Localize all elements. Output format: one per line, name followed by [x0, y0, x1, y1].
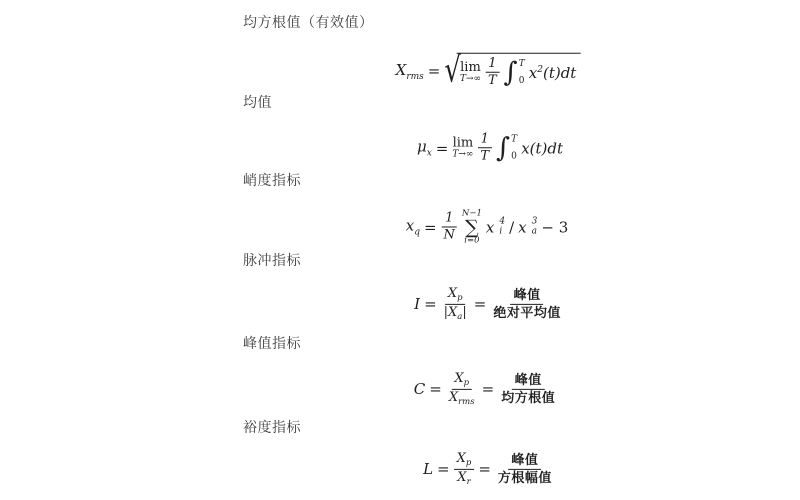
integrand [521, 139, 563, 157]
integrand-tail: (t)dt [542, 63, 577, 82]
integral-lower: 0 [518, 75, 525, 86]
equals-sign: = [437, 460, 450, 478]
formula-crest [414, 371, 558, 407]
integral-upper: T [511, 134, 518, 144]
abs-bar-right: | [462, 304, 467, 320]
formula-kurtosis [406, 209, 569, 244]
denominator: N [443, 227, 455, 243]
abs-bar-left: | [443, 304, 449, 320]
fraction-symbolic [454, 451, 475, 487]
fraction-labels [498, 372, 558, 406]
fraction [477, 131, 492, 165]
term-scripts [499, 217, 505, 237]
lhs-variable [417, 138, 432, 159]
lhs-variable [406, 216, 420, 237]
sqrt-sign: √ [444, 50, 461, 92]
integral-block [504, 58, 525, 88]
heading-impulse: 脉冲指标 [243, 252, 301, 268]
equals-sign: = [481, 380, 495, 398]
integral-limits [518, 58, 525, 88]
numerator [445, 286, 466, 305]
denominator-label: 绝对平均值 [493, 304, 561, 320]
den-base: X [448, 389, 459, 405]
integrand [529, 64, 577, 82]
numerator-label: 峰值 [512, 372, 545, 389]
lhs-variable: L [423, 460, 434, 478]
fraction-symbolic [446, 371, 478, 407]
term-scripts [532, 217, 538, 237]
radicand [457, 53, 580, 90]
numerator-label: 峰值 [508, 452, 541, 469]
heading-clearance: 裕度指标 [243, 419, 301, 435]
var-x: X [395, 60, 407, 79]
sum-upper: N−1 [461, 208, 482, 219]
denominator [454, 470, 473, 488]
formula-impulse [414, 286, 564, 322]
numerator [454, 451, 475, 470]
var-subscript: x [426, 148, 432, 159]
integral-upper: T [518, 58, 525, 69]
fraction-labels [490, 287, 564, 321]
heading-kurtosis: 峭度指标 [243, 172, 301, 188]
lim-under: T→∞ [459, 74, 482, 84]
lim-text: lim [460, 60, 481, 75]
equals-sign: = [473, 295, 487, 313]
minus-three: − 3 [541, 217, 569, 236]
numerator: 1 [442, 210, 456, 227]
numerator [451, 371, 472, 390]
term-exponent: 4 [499, 216, 506, 227]
denominator: T [480, 148, 490, 164]
term-base: x [518, 217, 527, 236]
formula-clearance [423, 451, 555, 487]
num-base: X [454, 370, 464, 386]
integral-sign: ∫ [503, 56, 518, 88]
sum-sign: ∑ [465, 215, 479, 238]
num-subscript: p [465, 457, 472, 468]
var-x: x [405, 216, 415, 235]
integral-sign: ∫ [496, 131, 511, 163]
limit-block [460, 61, 481, 84]
heading-mean: 均值 [243, 94, 272, 110]
var-subscript: q [414, 227, 420, 238]
den-base: X [448, 304, 458, 320]
slash: / [509, 217, 515, 236]
equals-sign: = [427, 62, 441, 80]
lhs-variable [396, 61, 424, 82]
heading-crest: 峰值指标 [243, 335, 301, 351]
lhs-variable: C [413, 380, 426, 398]
numerator-label: 峰值 [511, 287, 544, 304]
denominator-label: 均方根值 [501, 389, 556, 405]
fraction-symbolic [441, 286, 470, 322]
term-subscript: a [531, 225, 538, 236]
lim-text: lim [452, 135, 474, 151]
den-subscript: rms [458, 396, 475, 407]
var-subscript: rms [406, 71, 424, 82]
equals-sign: = [423, 217, 437, 236]
den-subscript: r [466, 476, 471, 487]
denominator-label: 方根幅值 [497, 469, 552, 485]
num-subscript: p [457, 292, 463, 303]
integrand-base: x [528, 63, 538, 82]
integrand-exponent: 2 [537, 64, 543, 75]
lim-under: T→∞ [452, 149, 474, 160]
heading-rms: 均方根值（有效值） [243, 14, 374, 30]
fraction [485, 56, 500, 90]
fraction-labels [495, 452, 555, 486]
summation-block [462, 209, 482, 244]
term-base: x [485, 217, 495, 236]
term-xa [518, 218, 526, 236]
denominator [441, 305, 470, 323]
equals-sign: = [424, 295, 437, 313]
num-base: X [447, 285, 458, 301]
formula-mean [417, 131, 563, 165]
sum-lower: i=0 [464, 235, 480, 246]
den-subscript: a [457, 311, 463, 322]
integral-lower: 0 [511, 151, 517, 161]
square-root [444, 50, 580, 92]
num-subscript: p [463, 377, 470, 388]
integrand-tail: (t)dt [529, 139, 564, 157]
denominator: T [488, 73, 497, 88]
numerator: 1 [485, 56, 499, 73]
denominator [446, 390, 478, 408]
num-base: X [456, 450, 466, 466]
den-base: X [457, 469, 467, 485]
term-exponent: 3 [531, 216, 538, 227]
equals-sign: = [478, 460, 491, 478]
lhs-variable: I [414, 295, 421, 313]
term-xi [486, 218, 494, 236]
equals-sign: = [435, 139, 449, 157]
integral-block [496, 133, 517, 163]
var-mu: μ [416, 137, 427, 156]
limit-block [452, 137, 473, 160]
integrand-base: x [521, 139, 530, 157]
integral-limits [510, 133, 517, 163]
equals-sign: = [429, 380, 442, 398]
fraction [441, 210, 458, 244]
numerator: 1 [478, 131, 492, 148]
formula-rms [395, 50, 581, 92]
term-subscript: i [499, 225, 503, 236]
